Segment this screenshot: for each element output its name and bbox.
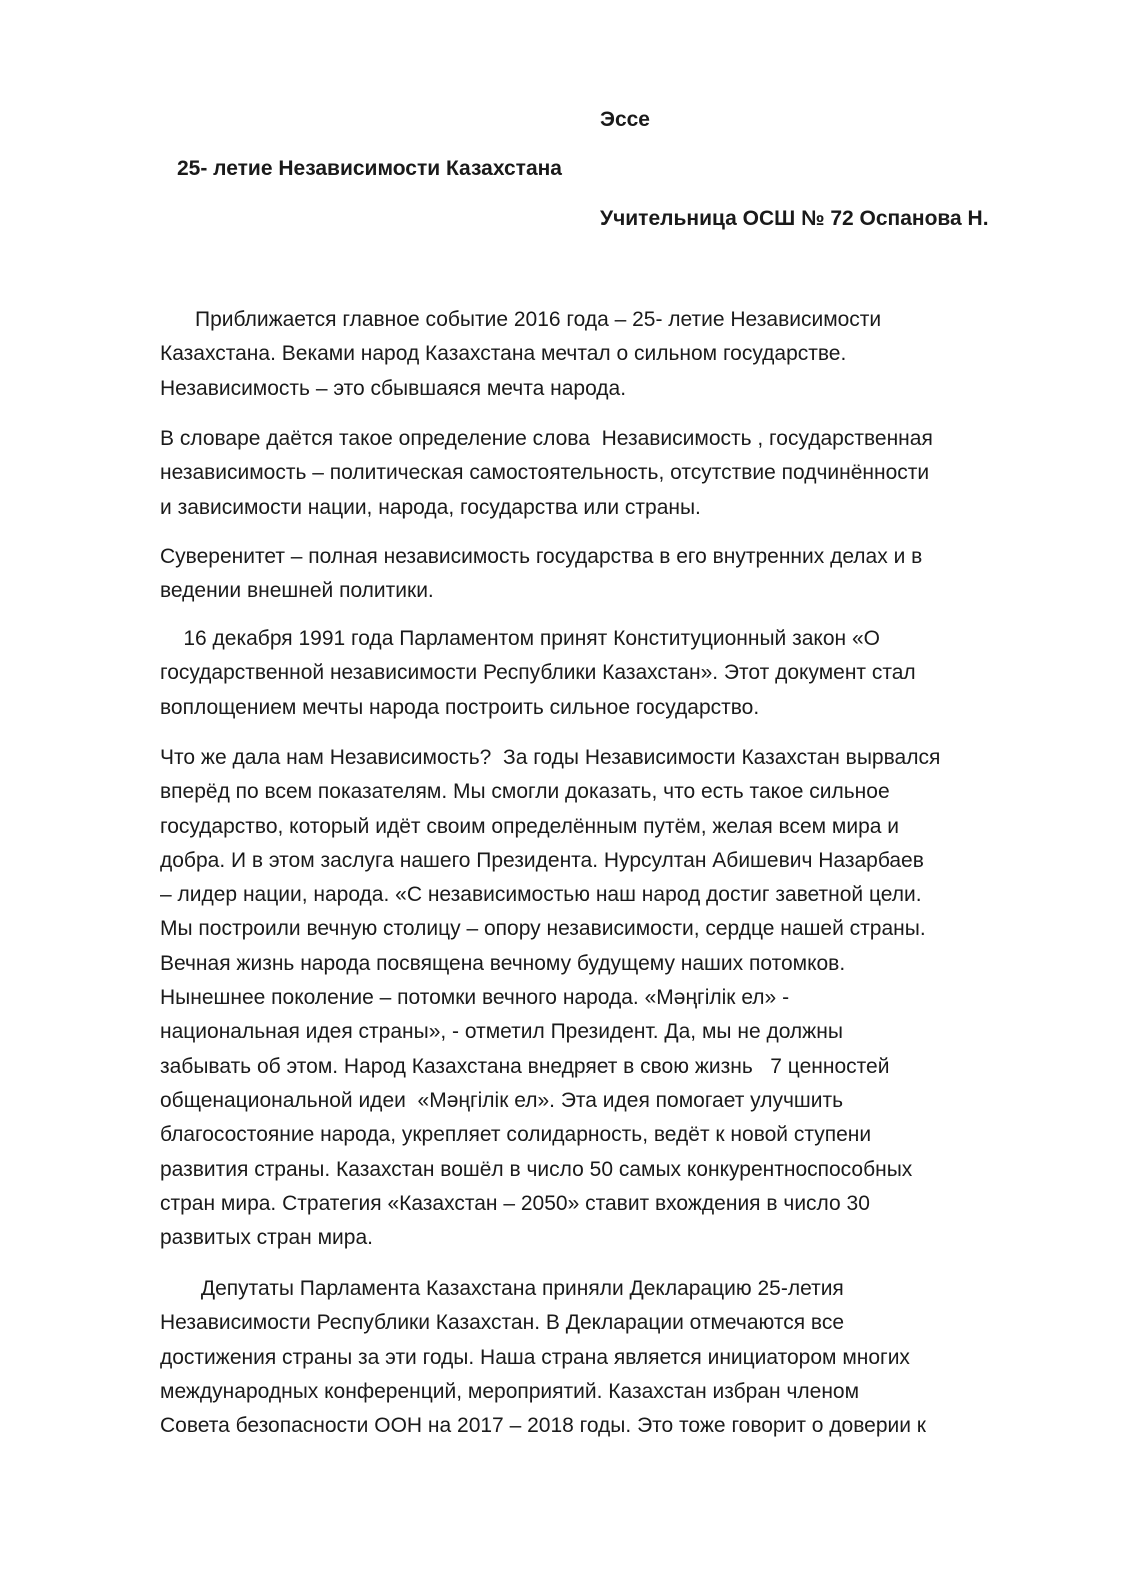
paragraph <box>160 303 881 406</box>
essay-author: Учительница ОСШ № 72 Оспанова Н. <box>600 207 989 230</box>
text-line: государственной независимости Республики Казахстан». Этот документ стал <box>160 661 916 685</box>
text-line: Что же дала нам Независимость? За годы Независимости Казахстан вырвался <box>160 746 941 769</box>
paragraph <box>160 540 922 609</box>
text-line: забывать об этом. Народ Казахстана внедряет в свою жизнь 7 ценностей <box>160 1054 890 1078</box>
text-line: 16 декабря 1991 года Парламентом принят Конституционный закон «О <box>160 627 880 650</box>
text-line: Депутаты Парламента Казахстана приняли Декларацию 25-летия <box>160 1277 844 1300</box>
text-line: благосостояние народа, укрепляет солидарность, ведёт к новой ступени <box>160 1123 872 1147</box>
text-line: В словаре даётся такое определение слова Независимость , государственная <box>160 427 933 450</box>
text-line: Вечная жизнь народа посвящена вечному будущему наших потомков. <box>160 951 846 975</box>
text-line: Мы построили вечную столицу – опору независимости, сердце нашей страны. <box>160 917 926 941</box>
paragraph <box>160 741 940 1255</box>
text-line: – лидер нации, народа. «С независимостью наш народ достиг заветной цели. <box>160 883 922 907</box>
text-line: и зависимости нации, народа, государства или страны. <box>160 495 701 519</box>
text-line: международных конференций, мероприятий. Казахстан избран членом <box>160 1379 860 1403</box>
text-line: воплощением мечты народа построить сильное государство. <box>160 695 760 719</box>
paragraph <box>160 422 933 525</box>
text-line: вперёд по всем показателям. Мы смогли доказать, что есть такое сильное <box>160 780 890 804</box>
text-line: развития страны. Казахстан вошёл в число 50 самых конкурентноспособных <box>160 1157 913 1181</box>
text-line: Нынешнее поколение – потомки вечного народа. «Мәңгілік ел» - <box>160 986 790 1010</box>
text-line: достижения страны за эти годы. Наша страна является инициатором многих <box>160 1345 910 1369</box>
text-line: стран мира. Стратегия «Казахстан – 2050» ставит вхождения в число 30 <box>160 1191 870 1215</box>
essay-subtitle: 25- летие Независимости Казахстана <box>177 157 562 180</box>
text-line: Казахстана. Веками народ Казахстана мечтал о сильном государстве. <box>160 342 847 366</box>
text-line: Суверенитет – полная независимость государства в его внутренних делах и в <box>160 545 923 568</box>
text-line: независимость – политическая самостоятельность, отсутствие подчинённости <box>160 461 930 485</box>
paragraph <box>160 1272 926 1443</box>
text-line: Независимости Республики Казахстан. В Декларации отмечаются все <box>160 1311 845 1335</box>
text-line: национальная идея страны», - отметил Президент. Да, мы не должны <box>160 1020 843 1044</box>
text-line: Совета безопасности ООН на 2017 – 2018 годы. Это тоже говорит о доверии к <box>160 1414 926 1438</box>
text-line: добра. И в этом заслуга нашего Президента. Нурсултан Абишевич Назарбаев <box>160 848 924 872</box>
text-line: ведении внешней политики. <box>160 579 434 603</box>
essay-title: Эссе <box>600 108 650 131</box>
text-line: общенациональной идеи «Мәңгілік ел». Эта идея помогает улучшить <box>160 1088 844 1112</box>
text-line: Независимость – это сбывшаяся мечта народа. <box>160 376 627 400</box>
text-line: развитых стран мира. <box>160 1226 373 1250</box>
text-line: государство, который идёт своим определённым путём, желая всем мира и <box>160 814 900 838</box>
paragraph <box>160 622 916 725</box>
text-line: Приближается главное событие 2016 года – 25- летие Независимости <box>160 308 882 331</box>
